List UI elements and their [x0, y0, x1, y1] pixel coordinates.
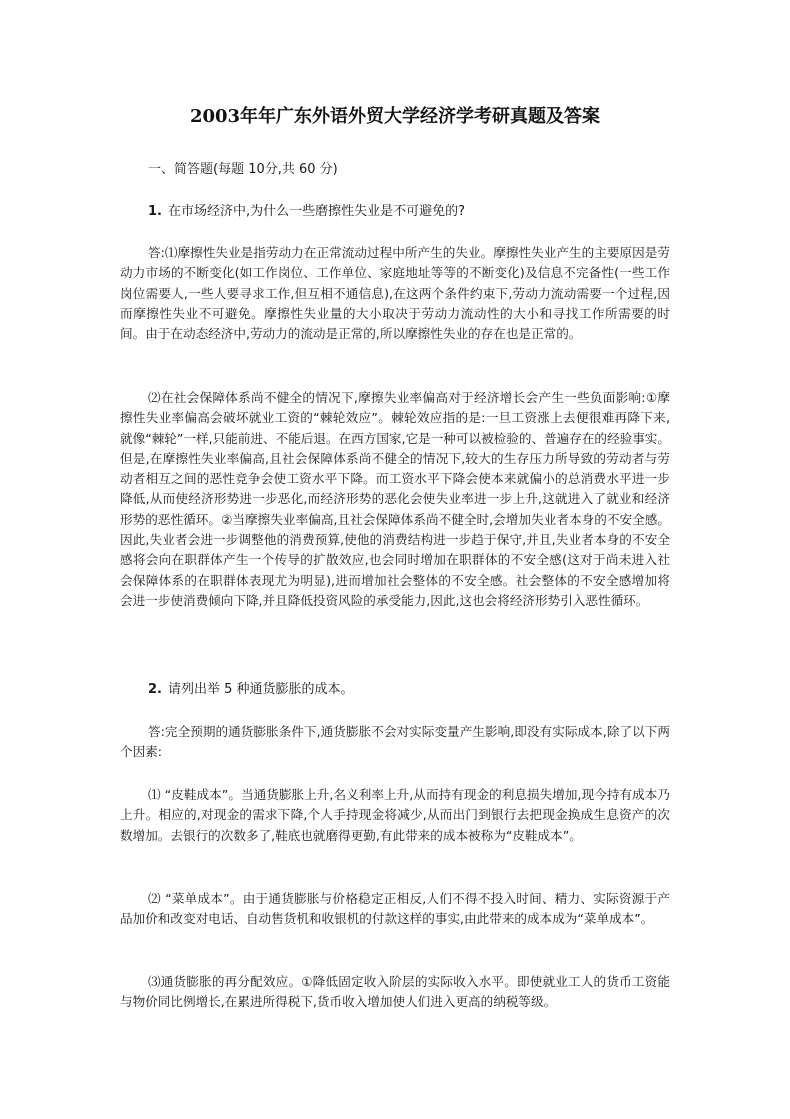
question-2-number: 2.: [148, 682, 162, 697]
question-1-number: 1.: [148, 204, 162, 219]
question-1: [148, 202, 465, 222]
question-2-text: 请列出举 5 种通货膨胀的成本。: [167, 682, 354, 697]
answer-1-paragraph-2: ⑵在社会保障体系尚不健全的情况下,摩擦失业率偏高对于经济增长会产生一些负面影响:①摩擦性失业率偏高会破坏就业工资的“棘轮效应”。棘轮效应指的是:一旦工资涨上去便很难再降下来,就像“棘轮”一样,只能前进、不能后退。在西方国家,它是一种可以被检验的、普遍存在的经验事实。但是,在摩擦性失业率偏高,且社会保障体系尚不健全的情况下,较大的生存压力所导致的劳动者与劳动者相互之间的恶性竞争会使工资水平下降。而工资水平下降会使本来就偏小的总消费水平进一步降低,从而使经济形势进一步恶化,而经济形势的恶化会使失业率进一步上升,这就进入了就业和经济形势的恶性循环。②当摩擦失业率偏高,且社会保障体系尚不健全时,会增加失业者本身的不安全感。因此,失业者会进一步调整他的消费预算,使他的消费结构进一步趋于保守,并且,失业者本身的不安全感将会向在职群体产生一个传导的扩散效应,也会同时增加在职群体的不安全感(这对于尚未进入社会保障体系的在职群体表现尤为明显),进而增加社会整体的不安全感。社会整体的不安全感增加将会进一步使消费倾向下降,并且降低投资风险的承受能力,因此,这也会将经济形势引入恶性循环。: [120, 390, 670, 608]
document-title: 2003年年广东外语外贸大学经济学考研真题及答案: [189, 106, 601, 127]
answer-2-intro: 答:完全预期的通货膨胀条件下,通货膨胀不会对实际变量产生影响,即没有实际成本,除了以下两个因素:: [120, 724, 670, 760]
answer-1-paragraph-1: 答:⑴摩擦性失业是指劳动力在正常流动过程中所产生的失业。摩擦性失业产生的主要原因是劳动力市场的不断变化(如工作岗位、工作单位、家庭地址等等的不断变化)及信息不完备性(一些工作岗位需要人,一些人要寻求工作,但互相不通信息),在这两个条件约束下,劳动力流动需要一个过程,因而摩擦性失业不可避免。摩擦性失业量的大小取决于劳动力流动性的大小和寻找工作所需要的时间。由于在动态经济中,劳动力的流动是正常的,所以摩擦性失业的存在也是正常的。: [120, 245, 670, 342]
question-1-text: 在市场经济中,为什么一些磨擦性失业是不可避免的?: [167, 204, 466, 219]
answer-2-paragraph-1: ⑴ “皮鞋成本”。当通货膨胀上升,名义利率上升,从而持有现金的利息损失增加,现今持有成本乃上升。相应的,对现金的需求下降,个人手持现金将减少,从而出门到银行去把现金换成生息资产的次数增加。去银行的次数多了,鞋底也就磨得更勤,有此带来的成本被称为“皮鞋成本”。: [120, 787, 670, 843]
section-heading: 一、简答题(每题 10分,共 60 分): [148, 162, 338, 177]
answer-2-paragraph-2: ⑵ “菜单成本”。由于通货膨胀与价格稳定正相反,人们不得不投入时间、精力、实际资源于产品加价和改变对电话、自动售货机和收银机的付款这样的事实,由此带来的成本成为“菜单成本”。: [120, 891, 670, 927]
question-2: [148, 680, 354, 700]
answer-2-paragraph-3: ⑶通货膨胀的再分配效应。①降低固定收入阶层的实际收入水平。即使就业工人的货币工资能与物价同比例增长,在累进所得税下,货币收入增加使人们进入更高的纳税等级。: [120, 974, 670, 1010]
